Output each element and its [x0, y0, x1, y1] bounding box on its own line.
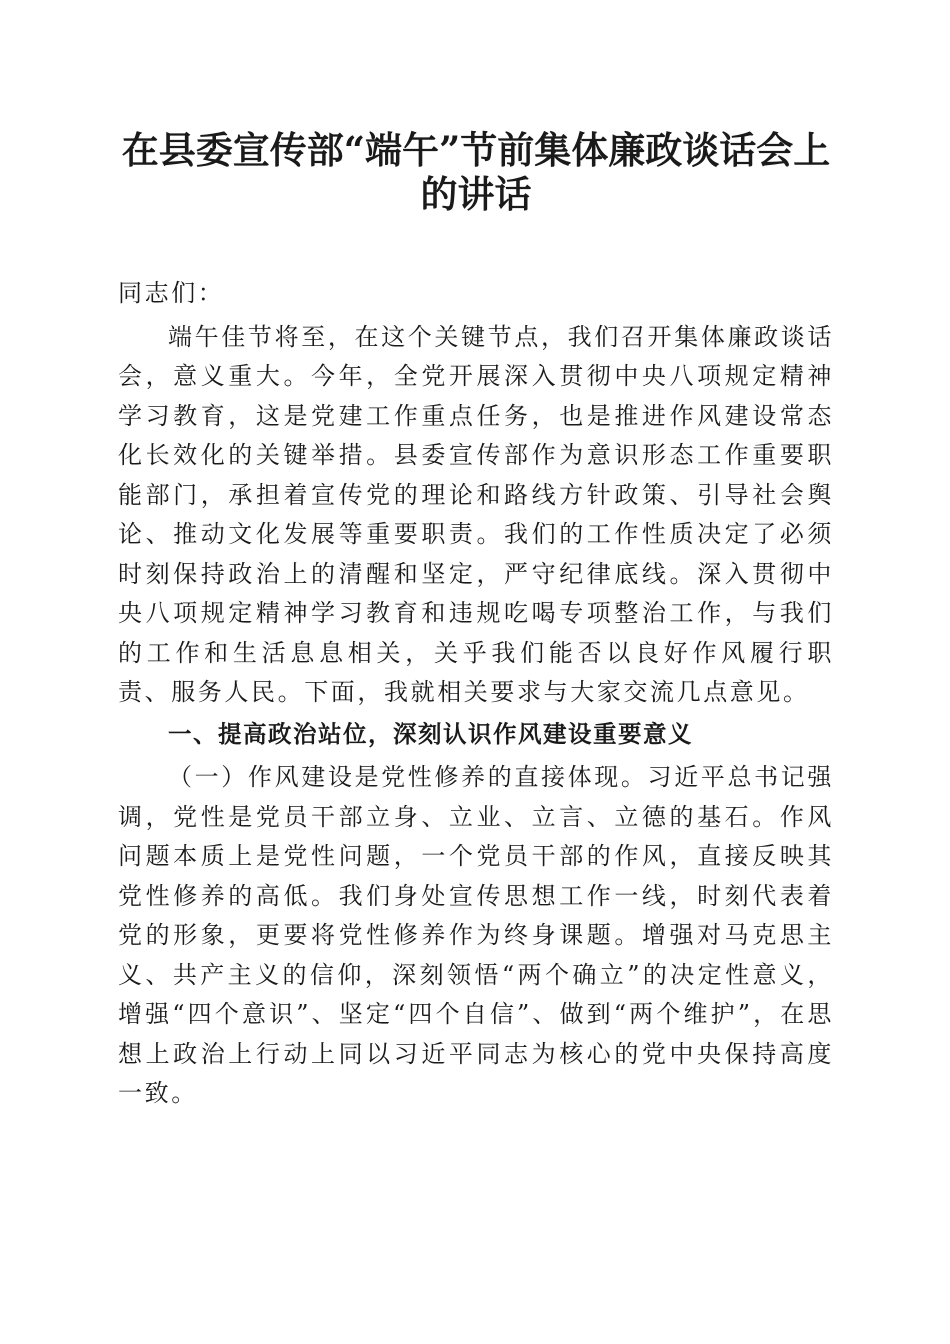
intro-paragraph: 端午佳节将至，在这个关键节点，我们召开集体廉政谈话会，意义重大。今年，全党开展深入贯彻中央八项规定精神学习教育，这是党建工作重点任务，也是推进作风建设常态化长效化的关键举措。县委宣传部作为意识形态工作重要职能部门，承担着宣传党的理论和路线方针政策、引导社会舆论、推动文化发展等重要职责。我们的工作性质决定了必须时刻保持政治上的清醒和坚定，严守纪律底线。深入贯彻中央八项规定精神学习教育和违规吃喝专项整治工作，与我们的工作和生活息息相关，关乎我们能否以良好作风履行职责、服务人民。下面，我就相关要求与大家交流几点意见。 — [118, 322, 834, 706]
subsection-paragraph — [118, 758, 834, 1114]
document-page — [118, 128, 834, 1114]
section-heading: 一、提高政治站位，深刻认识作风建设重要意义 — [168, 719, 693, 748]
subsection-body: 习近平总书记强调，党性是党员干部立身、立业、立言、立德的基石。作风问题本质上是党性问题，一个党员干部的作风，直接反映其党性修养的高低。我们身处宣传思想工作一线，时刻代表着党的形象，更要将党性修养作为终身课题。增强对马克思主义、共产主义的信仰，深刻领悟“两个确立”的决定性意义，增强“四个意识”、坚定“四个自信”、做到“两个维护”，在思想上政治上行动上同以习近平同志为核心的党中央保持高度一致。 — [118, 763, 834, 1107]
document-title: 在县委宣传部“端午”节前集体廉政谈话会上的讲话 — [121, 128, 831, 216]
salutation: 同志们： — [118, 279, 225, 307]
subsection-lead: （一）作风建设是党性修养的直接体现。 — [168, 763, 648, 791]
